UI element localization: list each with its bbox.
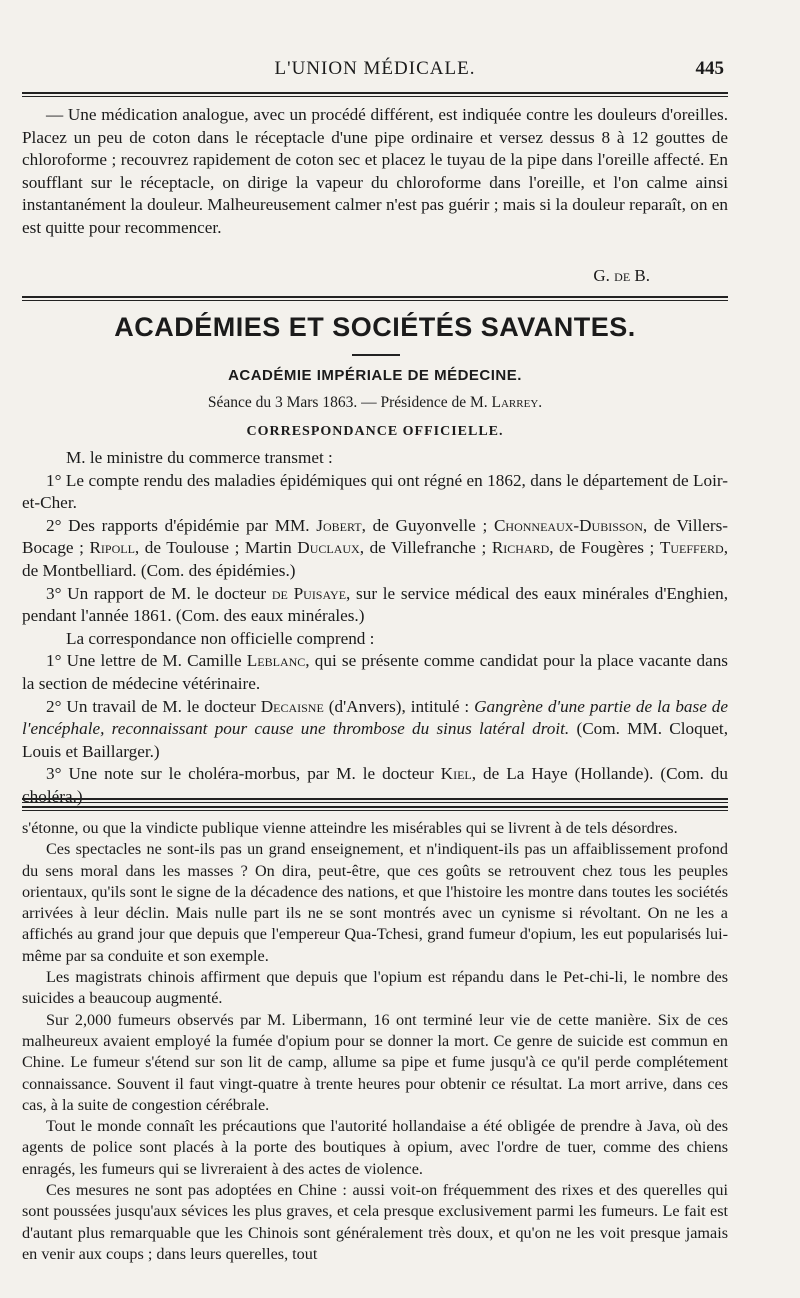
feuilleton-paragraph: Les magistrats chinois affirment que depuis que l'opium est répandu dans le Pet-chi-li, le nombre des suicides a beaucoup augmenté. <box>22 968 728 1008</box>
text: , de Montbelliard. (Com. des épidémies.) <box>22 538 728 580</box>
text: 2° Des rapports d'épidémie par MM. <box>46 515 317 535</box>
person-name: Tuefferd <box>659 538 724 558</box>
person-name: Jobert <box>316 515 362 535</box>
person-name: de Puisaye <box>271 583 347 603</box>
intro-paragraph: — Une médication analogue, avec un procédé différent, est indiquée contre les douleurs d'oreilles. Placez un peu de coton dans le réceptacle d'une pipe ordinaire et versez dessus 8 à 12 gouttes de chloroforme ; recouvrez rapidement de coton sec et placez le tuyau de la pipe dans l'oreille affecté. En soufflant sur le réceptacle, on dirige la vapeur du chloroforme dans l'oreille, et l'on calme ainsi instantanément la douleur. Malheureusement calmer n'est pas guérir ; mais si la douleur reparaît, on en est quitte pour recommencer. <box>22 105 728 237</box>
person-name: Leblanc <box>246 651 306 671</box>
text: , de La Haye (Hollande). (Com. du choléra.) <box>22 764 728 806</box>
person-name: Duclaux <box>297 538 360 558</box>
correspondence-block <box>22 447 728 809</box>
official-item-2 <box>22 515 728 583</box>
text: , de Guyonvelle ; <box>361 515 494 535</box>
section-short-rule <box>352 354 400 356</box>
academy-title: ACADÉMIE IMPÉRIALE DE MÉDECINE. <box>228 367 522 384</box>
feuilleton-rule-bottom <box>22 806 728 811</box>
seance-prefix: Séance du 3 Mars 1863. — Présidence de M. <box>207 394 492 411</box>
running-title: L'UNION MÉDICALE. <box>274 58 476 79</box>
journal-page <box>22 0 728 1298</box>
text: , de Villefranche ; <box>359 538 492 558</box>
person-name: Kiel <box>440 764 472 784</box>
work-title: Gangrène d'une partie de la base de l'encéphale, reconnaissant pour cause une thrombose du sinus latéral droit. <box>22 696 728 739</box>
running-head <box>22 58 728 84</box>
text: , de Fougères ; <box>549 538 660 558</box>
person-name: Richard <box>491 538 550 558</box>
seance-line <box>22 394 728 412</box>
official-item-3 <box>22 583 728 628</box>
text: , qui se présente comme candidat pour la place vacante dans la section de médecine vétérinaire. <box>22 651 728 693</box>
header-rule <box>22 92 728 97</box>
text: , de Villers-Bocage ; <box>22 515 729 558</box>
feuilleton-paragraph: Tout le monde connaît les précautions que l'autorité hollandaise a été obligée de prendre à Java, où des agents de police sont placés à la porte des boutiques à opium, avec l'ordre de tuer, comme des chiens enragés, les fumeurs qui se livreraient à des actes de violence. <box>22 1117 728 1178</box>
text: 3° Un rapport de M. le docteur <box>46 583 272 603</box>
section-title: ACADÉMIES ET SOCIÉTÉS SAVANTES. <box>114 312 636 342</box>
correspondence-title: CORRESPONDANCE OFFICIELLE. <box>246 424 504 439</box>
text: (Com. MM. Cloquet, Louis et Baillarger.) <box>22 719 728 761</box>
president-name: Larrey <box>491 394 539 411</box>
signature: G. de B. <box>593 266 650 285</box>
minister-line: M. le ministre du commerce transmet : <box>66 448 333 467</box>
intro-block <box>22 104 728 240</box>
unofficial-item-2 <box>22 696 728 764</box>
unofficial-line: La correspondance non officielle comprend : <box>66 628 375 648</box>
feuilleton-block <box>22 818 728 1265</box>
feuilleton-paragraph: Sur 2,000 fumeurs observés par M. Libermann, 16 ont terminé leur vie de cette manière. Six de ces malheureux avaient employé la fumée d'opium pour se donner la mort. Ce genre de suicide est commun en Chine. Le fumeur s'étend sur son lit de camp, allume sa pipe et fume jusqu'à ce qu'il perde complétement connaissance. Souvent il faut vingt-quatre à trente heures pour obtenir ce résultat. La mort arrive, dans ces cas, à la suite de congestion cérébrale. <box>22 1010 728 1114</box>
section-rule <box>22 296 728 301</box>
text: , sur le service médical des eaux minérales d'Enghien, pendant l'année 1861. (Com. des eaux minérales.) <box>22 583 728 626</box>
text: (d'Anvers), intitulé : <box>323 696 475 716</box>
feuilleton-paragraph: s'étonne, ou que la vindicte publique vienne atteindre les misérables qui se livrent à de tels désordres. <box>22 819 678 837</box>
feuilleton-rule-top <box>22 798 728 803</box>
unofficial-item-1 <box>22 650 728 695</box>
page-number: 445 <box>695 58 724 79</box>
official-item-1: 1° Le compte rendu des maladies épidémiques qui ont régné en 1862, dans le département de Loir-et-Cher. <box>22 470 728 513</box>
feuilleton-paragraph: Ces mesures ne sont pas adoptées en Chine : aussi voit-on fréquemment des rixes et des querelles qui sont poussées jusqu'aux sévices les plus graves, et cela presque exclusivement parmi les fumeurs. Le fait est d'autant plus remarquable que les Chinois sont généralement très doux, et qu'on ne les voit presque jamais en venir aux coups ; dans leurs querelles, tout <box>22 1181 728 1263</box>
person-name: Decaisne <box>260 696 324 716</box>
person-name: Ripoll <box>89 538 135 558</box>
seance-suffix: . <box>538 394 543 411</box>
text: , de Toulouse ; Martin <box>134 538 298 558</box>
text: 3° Une note sur le choléra-morbus, par M. le docteur <box>46 764 441 784</box>
text: 2° Un travail de M. le docteur <box>46 696 261 716</box>
text: 1° Une lettre de M. Camille <box>46 651 247 671</box>
person-name: Chonneaux-Dubisson <box>493 515 643 535</box>
feuilleton-paragraph: Ces spectacles ne sont-ils pas un grand enseignement, et n'indiquent-ils pas un affaiblissement profond du sens moral dans les masses ? On dira, peut-être, que ces goûts se retrouvent chez tous les peuples orientaux, qu'ils sont le signe de la décadence des nations, et que l'histoire les montre dans toutes les sociétés arrivées à leur déclin. Mais nulle part ils ne se sont montrés avec un cynisme si révoltant. On ne les a affichés au grand jour que depuis que l'empereur Qua-Tchesi, grand fumeur d'opium, les eut popularisés lui-même par sa conduite et son exemple. <box>22 840 728 965</box>
